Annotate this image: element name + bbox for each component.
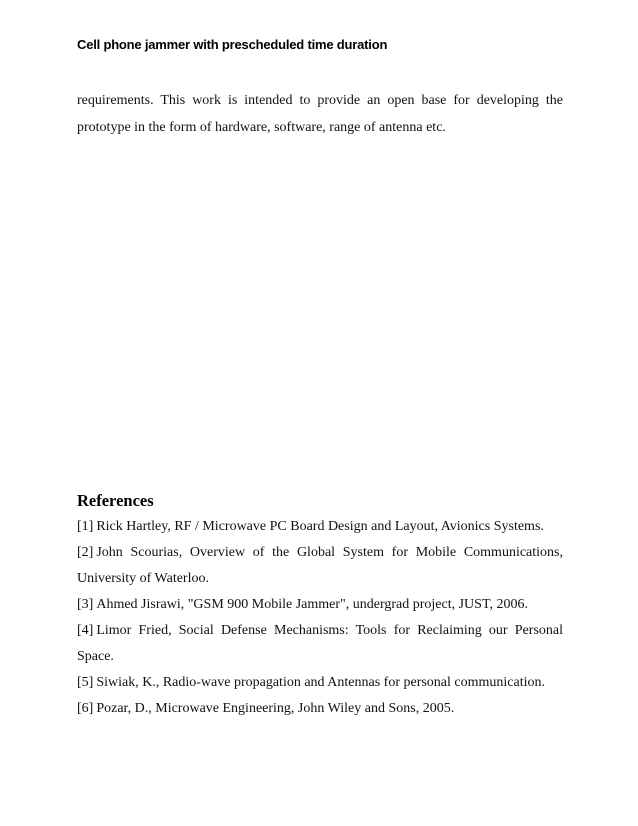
reference-text: Ahmed Jisrawi, "GSM 900 Mobile Jammer", undergrad project, JUST, 2006. <box>96 597 528 612</box>
reference-item-2 <box>77 540 563 592</box>
reference-item-6 <box>77 696 563 722</box>
references-list <box>77 514 563 722</box>
reference-item-1 <box>77 514 563 540</box>
reference-item-3 <box>77 592 563 618</box>
reference-text: Limor Fried, Social Defense Mechanisms: Tools for Reclaiming our Personal Space. <box>77 623 563 664</box>
reference-text: John Scourias, Overview of the Global System for Mobile Communications, University of Waterloo. <box>77 545 563 586</box>
reference-number: [5] <box>77 675 94 690</box>
running-header: Cell phone jammer with prescheduled time duration <box>77 37 388 52</box>
reference-number: [3] <box>77 597 94 612</box>
reference-text: Rick Hartley, RF / Microwave PC Board Design and Layout, Avionics Systems. <box>96 519 544 534</box>
reference-item-5 <box>77 670 563 696</box>
reference-number: [1] <box>77 519 94 534</box>
reference-number: [2] <box>77 545 94 560</box>
reference-item-4 <box>77 618 563 670</box>
references-heading: References <box>77 491 154 510</box>
reference-text: Siwiak, K., Radio-wave propagation and Antennas for personal communication. <box>96 675 545 690</box>
reference-text: Pozar, D., Microwave Engineering, John Wiley and Sons, 2005. <box>96 701 455 716</box>
reference-number: [6] <box>77 701 94 716</box>
reference-number: [4] <box>77 623 94 638</box>
body-paragraph: requirements. This work is intended to provide an open base for developing the prototype in the form of hardware, software, range of antenna etc. <box>77 93 563 135</box>
